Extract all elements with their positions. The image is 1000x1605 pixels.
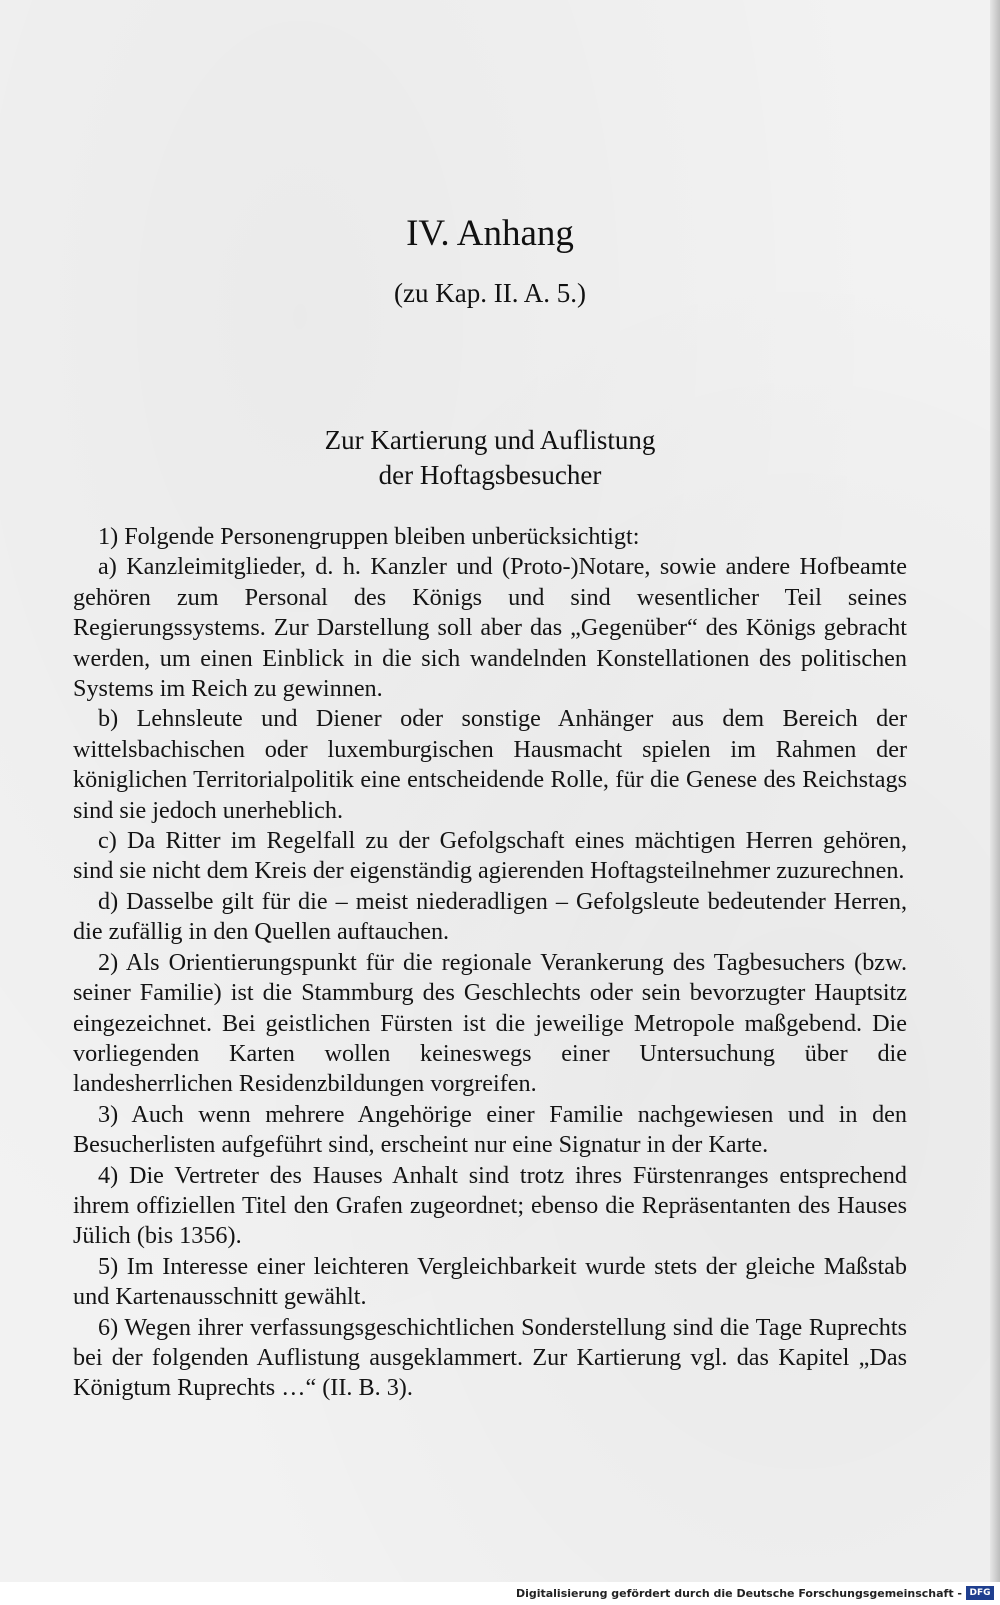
- funding-credit: Digitalisierung gefördert durch die Deutsche Forschungsgemeinschaft -: [515, 1587, 962, 1600]
- footer-bar: [0, 1582, 1000, 1605]
- section-title-line1: Zur Kartierung und Auflistung: [324, 425, 656, 455]
- body-text: [73, 522, 907, 1404]
- paragraph-6: 6) Wegen ihrer verfassungsgeschichtlichen Sonderstellung sind die Tage Ruprechts bei der folgenden Auflistung ausgeklammert. Zur Kartierung vgl. das Kapitel „Das Königtum Ruprechts …“ (II. B. 3).: [73, 1313, 907, 1402]
- page-edge-shadow: [990, 0, 1000, 1582]
- chapter-reference: (zu Kap. II. A. 5.): [394, 278, 586, 308]
- dfg-logo: DFG: [966, 1586, 994, 1600]
- paragraph-3: 3) Auch wenn mehrere Angehörige einer Familie nachgewiesen und in den Besucherlisten aufgeführt sind, erscheint nur eine Signatur in der Karte.: [73, 1100, 907, 1159]
- paragraph-2: 2) Als Orientierungspunkt für die regionale Verankerung des Tagbesuchers (bzw. seiner Familie) ist die Stammburg des Geschlechts oder sein bevorzugter Hauptsitz eingezeichnet. Bei geistlichen Fürsten ist die jeweilige Metropole maßgebend. Die vorliegenden Karten wollen keineswegs einer Untersuchung über die landesherrlichen Residenzbildungen vorgreifen.: [73, 948, 907, 1098]
- section-title: [0, 423, 980, 493]
- paragraph-1c: c) Da Ritter im Regelfall zu der Gefolgschaft eines mächtigen Herren gehören, sind sie nicht dem Kreis der eigenständig agierenden Hoftagsteilnehmer zuzurechnen.: [73, 827, 907, 885]
- section-title-line2: der Hoftagsbesucher: [378, 460, 602, 490]
- paragraph-1b: b) Lehnsleute und Diener oder sonstige Anhänger aus dem Bereich der wittelsbachischen oder luxemburgischen Hausmacht spielen im Rahmen der königlichen Territorialpolitik eine entscheidende Rolle, für die Genese des Reichstags sind sie jedoch unerheblich.: [73, 705, 907, 824]
- chapter-heading: IV. Anhang: [406, 213, 574, 254]
- paragraph-1: 1) Folgende Personengruppen bleiben unberücksichtigt:: [98, 523, 640, 550]
- paragraph-1d: d) Dasselbe gilt für die – meist niederadligen – Gefolgsleute bedeutender Herren, die zufällig in den Quellen auftauchen.: [73, 887, 907, 946]
- paragraph-5: 5) Im Interesse einer leichteren Vergleichbarkeit wurde stets der gleiche Maßstab und Kartenausschnitt gewählt.: [73, 1252, 907, 1311]
- paragraph-4: 4) Die Vertreter des Hauses Anhalt sind trotz ihres Fürstenranges entsprechend ihrem offiziellen Titel den Grafen zugeordnet; ebenso die Repräsentanten des Hauses Jülich (bis 1356).: [73, 1161, 907, 1250]
- paragraph-1a: a) Kanzleimitglieder, d. h. Kanzler und (Proto-)Notare, sowie andere Hofbeamte gehören zum Personal des Königs und sind wesentlicher Teil seines Regierungssystems. Zur Darstellung soll aber das „Gegenüber“ des Königs gebracht werden, um einen Einblick in die sich wandelnden Konstellationen des politischen Systems im Reich zu gewinnen.: [73, 553, 907, 703]
